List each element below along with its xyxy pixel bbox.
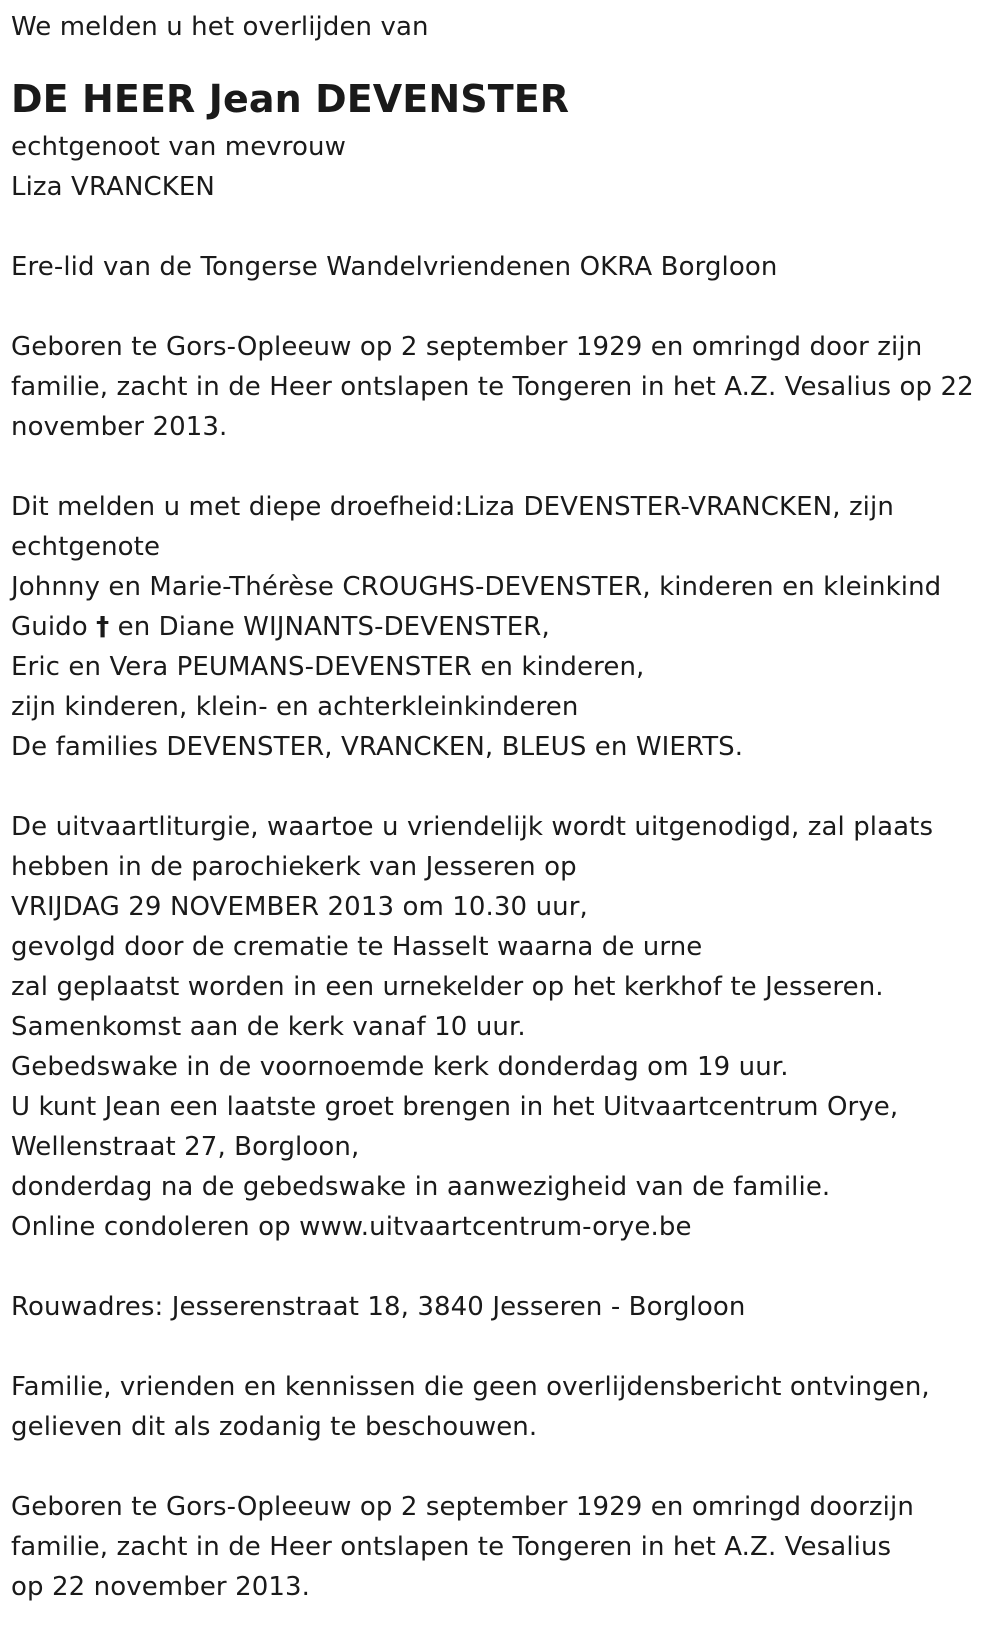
birth-death-paragraph-1 [11,327,996,447]
mourners-line: Eric en Vera PEUMANS-DEVENSTER en kinderen, [11,652,645,682]
funeral-line: Samenkomst aan de kerk vanaf 10 uur. [11,1012,526,1042]
funeral-date: VRIJDAG 29 NOVEMBER 2013 om 10.30 uur, [11,892,588,922]
online-condolence-line: Online condoleren op www.uitvaartcentrum-orye.be [11,1212,692,1242]
spouse-line-2: Liza VRANCKEN [11,172,215,202]
cross-icon: † [96,612,110,642]
mourners-line: Johnny en Marie-Thérèse CROUGHS-DEVENSTER, kinderen en kleinkind [11,572,942,602]
death-notice [11,7,996,1607]
paragraph-line: op 22 november 2013. [11,1572,311,1602]
funeral-line: De uitvaartliturgie, waartoe u vriendelijk wordt uitgenodigd, zal plaats [11,812,934,842]
honorary-membership: Ere-lid van de Tongerse Wandelvriendenen OKRA Borgloon [11,252,778,282]
family-note-paragraph [11,1367,996,1447]
paragraph-line: Geboren te Gors-Opleeuw op 2 september 1929 en omringd door zijn [11,332,923,362]
spacer [11,287,996,327]
mourners-text: en Diane WIJNANTS-DEVENSTER, [109,612,550,642]
mourners-line [11,607,996,647]
paragraph-line: november 2013. [11,412,228,442]
paragraph-line: familie, zacht in de Heer ontslapen te Tongeren in het A.Z. Vesalius [11,1532,892,1562]
mourners-line: Dit melden u met diepe droefheid:Liza DEVENSTER-VRANCKEN, zijn [11,492,894,522]
family-note-line: Familie, vrienden en kennissen die geen overlijdensbericht ontvingen, [11,1372,930,1402]
spacer [11,207,996,247]
spacer [11,1447,996,1487]
mourners-text: Guido [11,612,97,642]
birth-death-paragraph-2 [11,1487,996,1607]
funeral-line: U kunt Jean een laatste groet brengen in het Uitvaartcentrum Orye, [11,1092,899,1122]
spacer [11,1247,996,1287]
intro-text: We melden u het overlijden van [11,12,429,42]
mourning-address: Rouwadres: Jesserenstraat 18, 3840 Jesseren - Borgloon [11,1292,746,1322]
funeral-paragraph [11,807,996,1247]
paragraph-line: familie, zacht in de Heer ontslapen te Tongeren in het A.Z. Vesalius op 22 [11,372,974,402]
funeral-line: Wellenstraat 27, Borgloon, [11,1132,360,1162]
spacer [11,1327,996,1367]
deceased-name: DE HEER Jean DEVENSTER [11,77,570,121]
mourners-line: zijn kinderen, klein- en achterkleinkinderen [11,692,579,722]
mourners-line: echtgenote [11,532,161,562]
family-note-line: gelieven dit als zodanig te beschouwen. [11,1412,538,1442]
funeral-line: Gebedswake in de voornoemde kerk donderdag om 19 uur. [11,1052,789,1082]
spouse-line-1: echtgenoot van mevrouw [11,132,346,162]
paragraph-line: Geboren te Gors-Opleeuw op 2 september 1929 en omringd doorzijn [11,1492,914,1522]
mourners-line: De families DEVENSTER, VRANCKEN, BLEUS en WIERTS. [11,732,744,762]
funeral-line: hebben in de parochiekerk van Jesseren op [11,852,577,882]
mourners-paragraph [11,487,996,767]
funeral-line: donderdag na de gebedswake in aanwezigheid van de familie. [11,1172,831,1202]
funeral-line: zal geplaatst worden in een urnekelder op het kerkhof te Jesseren. [11,972,884,1002]
spacer [11,767,996,807]
funeral-line: gevolgd door de crematie te Hasselt waarna de urne [11,932,703,962]
spacer [11,447,996,487]
